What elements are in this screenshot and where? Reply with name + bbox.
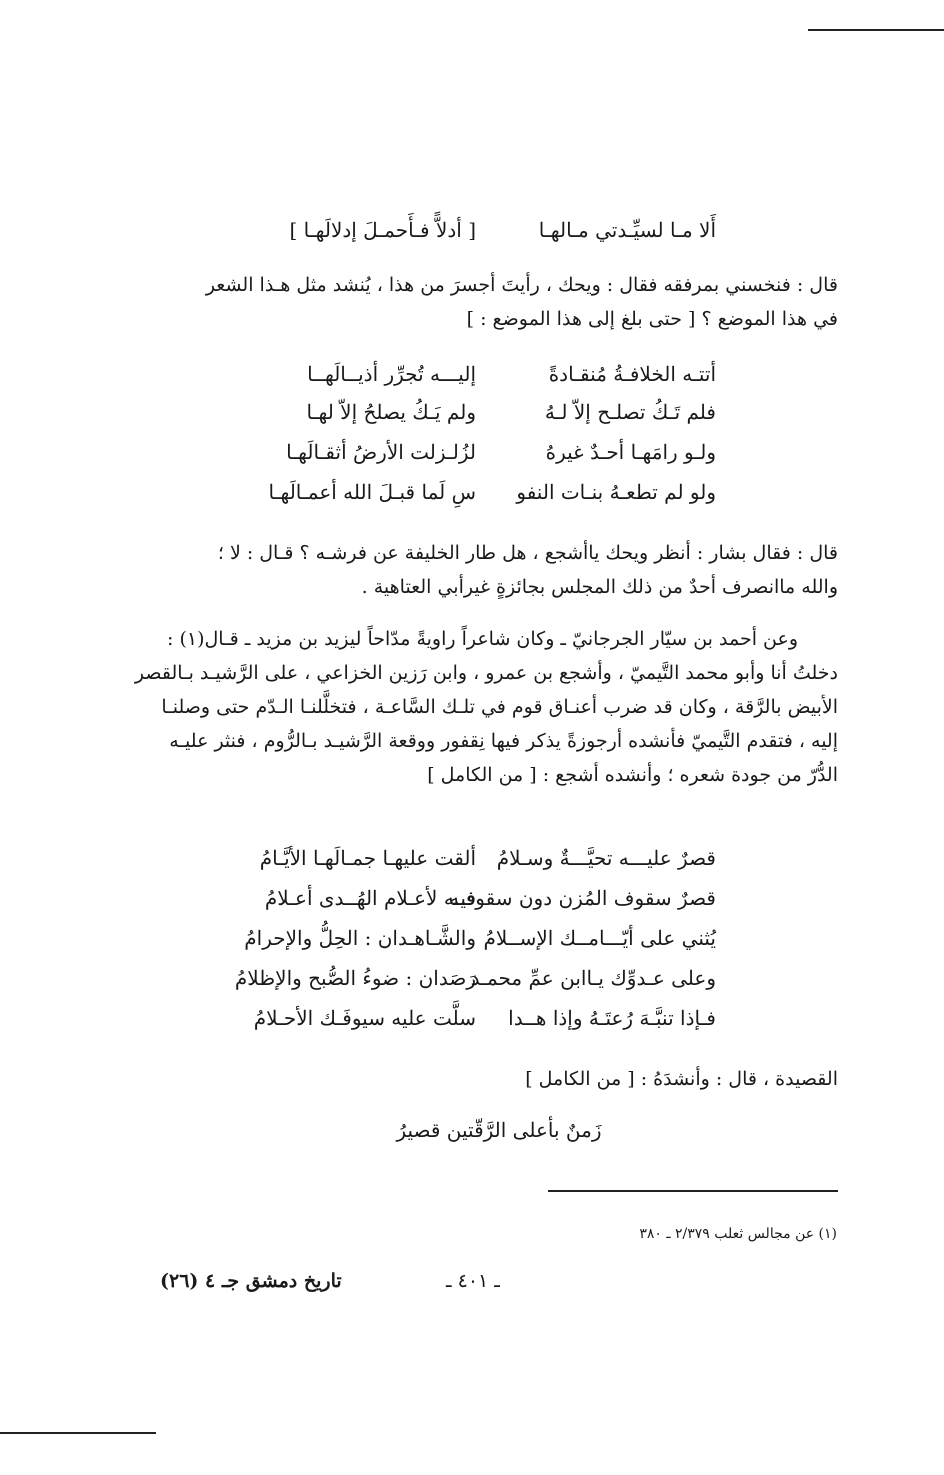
verse-first-hemistich: فـإذا تنبَّـهَ رُعتَـهُ وإذا هــدا [508, 1006, 716, 1030]
volume-label: تاريخ دمشق جـ ٤ (٢٦) [160, 1270, 342, 1292]
paragraph-line: دخلتُ أنا وأبو محمد التَّيميّ ، وأشجع بن عمرو ، وابن رَزين الخزاعي ، على الرَّشيـد بـالقصر [134, 662, 838, 684]
footnote: (١) عن مجالس ثعلب ٢/٣٧٩ ـ ٣٨٠ [639, 1226, 837, 1242]
bottom-rule [0, 1432, 156, 1434]
verse-second-hemistich: والشَّـاهـدان : الحِلُّ والإحرامُ [244, 926, 476, 950]
top-rule [808, 29, 944, 31]
half-verse: زَمنٌ بأعلى الرَّقّتين قصيرُ [396, 1118, 602, 1142]
verse-line [160, 846, 838, 880]
verse-first-hemistich: أتتـه الخلافـةُ مُنقـادةً [548, 362, 716, 386]
verse-line [160, 886, 838, 920]
verse-line [160, 440, 838, 474]
paragraph-line: إليه ، فتقدم التَّيميّ فأنشده أرجوزةً يذكر فيها نِقفور ووقعة الرَّشيـد بـالرُّوم ، فنثر عليـه [169, 730, 838, 752]
paragraph-line: قال : فقال بشار : أنظر ويحك ياأشجع ، هل طار الخليفة عن فرشـه ؟ قـال : لا ؛ [217, 542, 838, 564]
paragraph-3 [134, 622, 838, 792]
verse-second-hemistich: فيـه لأعـلام الهُــدى أعـلامُ [264, 886, 476, 910]
verse-second-hemistich: رَصَدان : ضوءُ الصُّبح والإظلامُ [234, 966, 476, 990]
verse-second-hemistich: إليـــه تُجرِّر أذيــالَهــا [307, 362, 476, 386]
verse-first-hemistich: يُثني على أيّـــامــك الإســلامُ [483, 926, 716, 950]
paragraph-line: القصيدة ، قال : وأنشدَهُ : [ من الكامل ] [525, 1068, 838, 1090]
paragraph-2 [160, 536, 838, 604]
verse-line [160, 926, 838, 960]
paragraph-line: والله ماانصرف أحدٌ من ذلك المجلس بجائزةٍ غيرأبي العتاهية . [361, 576, 838, 598]
verse-second-hemistich: لزُلـزلت الأرضُ أثقـالَهـا [286, 440, 476, 464]
verse-line [160, 362, 838, 396]
verse-first-hemistich: ولو لم تطعـهُ بنـات النفو [516, 480, 716, 504]
verse-first-hemistich: أَلا مـا لسيِّـدتي مـالهـا [538, 218, 716, 242]
paragraph-line: وعن أحمد بن سيّار الجرجانيّ ـ وكان شاعراً راويةً مدّاحاً ليزيد بن مزيد ـ قـال(١) : [167, 628, 798, 650]
verse-line [160, 400, 838, 434]
verse-second-hemistich: ألقت عليهـا جمـالَهـا الأيَّـامُ [259, 846, 476, 870]
verse-second-hemistich: ولم يَـكُ يصلحُ إلاّ لهـا [306, 400, 476, 424]
verse-line [160, 1006, 838, 1040]
verse-first-hemistich: قصرٌ عليـــه تحيَّـــةٌ وسـلامُ [496, 846, 716, 870]
verse-second-hemistich: سلَّت عليه سيوفَـك الأحـلامُ [253, 1006, 476, 1030]
verse-first-hemistich: قصرٌ سقوف المُزن دون سقوفـه [449, 886, 716, 910]
verse-first-hemistich: فلم تَـكُ تصلـح إلاّ لـهُ [544, 400, 716, 424]
page-footer [0, 1270, 944, 1300]
paragraph-line: قال : فنخسني بمرفقه فقال : ويحك ، رأيتَ أجسرَ من هذا ، يُنشد مثل هـذا الشعر [205, 274, 838, 296]
verse-first-hemistich: ولـو رامَهـا أحـدٌ غيرهُ [545, 440, 716, 464]
page-number: ـ ٤٠١ ـ [446, 1270, 500, 1292]
verse-second-hemistich: سِ لَما قبـلَ الله أعمـالَهـا [268, 480, 476, 504]
verse-line [160, 218, 838, 252]
verse-second-hemistich: [ أدلاًّ فـأَحمـلَ إدلالَهـا ] [289, 218, 476, 242]
verse-line [160, 966, 838, 1000]
paragraph-line: الدُّرّ من جودة شعره ؛ وأنشده أشجع : [ من الكامل ] [427, 764, 838, 786]
verse-first-hemistich: وعلى عـدوِّك يـاابن عمِّ محمـد [470, 966, 716, 990]
footnote-rule [548, 1190, 838, 1192]
paragraph-line: الأبيض بالرَّقة ، وكان قد ضرب أعنـاق قوم في تلـك السَّاعـة ، فتخلَّلنـا الـدّم حتى وصلنـا [161, 696, 838, 718]
paragraph-line: في هذا الموضع ؟ [ حتى بلغ إلى هذا الموضع : ] [466, 308, 838, 330]
paragraph-4 [160, 1062, 838, 1096]
verse-line [160, 480, 838, 514]
paragraph-1 [160, 268, 838, 336]
